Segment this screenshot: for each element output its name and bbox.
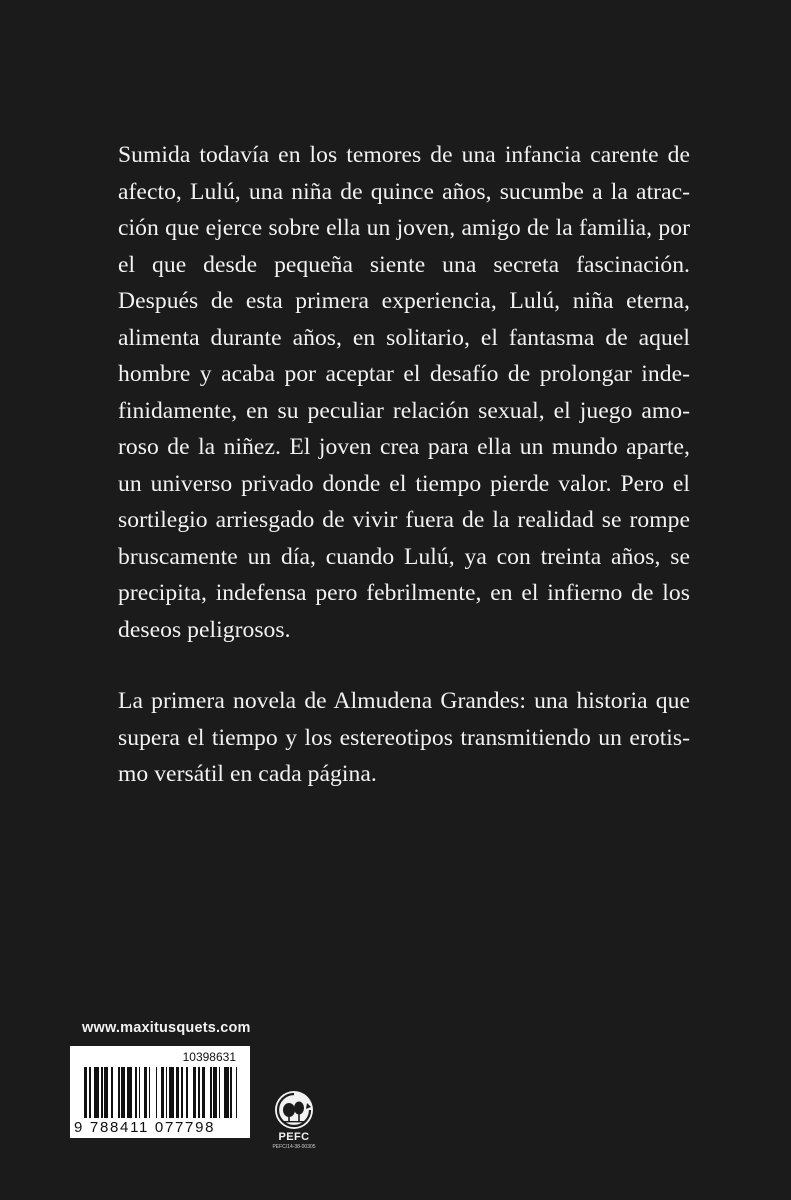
synopsis <box>118 137 690 793</box>
pefc-label: PEFC <box>278 1131 310 1143</box>
isbn-barcode <box>70 1046 250 1138</box>
barcode-reference-number: 10398631 <box>182 1050 236 1064</box>
pefc-code: PEFC/14-38-00305 <box>272 1144 316 1150</box>
synopsis-paragraph-2: La primera novela de Almudena Grandes: una historia que supera el tiempo y los estereotipos transmitiendo un erotismo versátil en cada página. <box>118 688 690 787</box>
barcode-bars <box>84 1067 239 1118</box>
pefc-tree-logo-icon <box>274 1090 314 1130</box>
barcode-digits: 9 788411 077798 <box>74 1119 216 1136</box>
pefc-certification <box>268 1090 320 1150</box>
synopsis-paragraph-1: Sumida todavía en los temores de una infancia carente de afecto, Lulú, una niña de quince años, sucumbe a la atracción que ejerce sobre ella un joven, amigo de la familia, por el que desde pequeña siente una secreta fascinación. Después de esta primera experiencia, Lulú, niña eterna, alimenta durante años, en solitario, el fantasma de aquel hombre y acaba por aceptar el desafío de prolongar indefinidamente, en su peculiar relación sexual, el juego amoroso de la niñez. El joven crea para ella un mundo aparte, un universo privado donde el tiempo pierde valor. Pero el sortilegio arriesgado de vivir fuera de la realidad se rompe bruscamente un día, cuando Lulú, ya con treinta años, se precipita, indefensa pero febrilmente, en el infierno de los deseos peligrosos. <box>118 142 690 643</box>
publisher-website: www.maxitusquets.com <box>82 1020 251 1036</box>
barcode-bar <box>237 1067 239 1118</box>
